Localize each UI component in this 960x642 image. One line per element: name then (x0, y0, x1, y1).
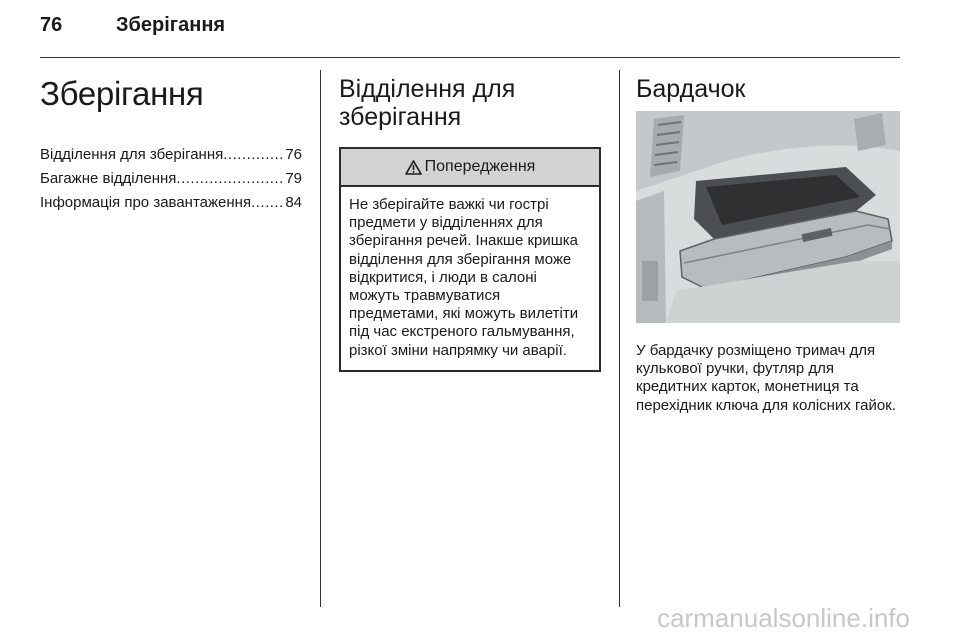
toc-entry-title: Відділення для зберігання (40, 146, 224, 163)
toc-leader (176, 167, 285, 191)
warning-title: Попередження (424, 158, 536, 175)
section-title-line2: зберігання (339, 103, 462, 131)
page-header (40, 14, 225, 37)
toc-leader (223, 143, 285, 167)
toc-entry[interactable] (40, 143, 302, 167)
warning-triangle-icon (405, 160, 422, 175)
section-title (339, 75, 601, 131)
toc-entry-page: 79 (285, 170, 302, 187)
warning-text: Не зберігайте важкі чи гострі предмети у відділеннях для зберігання речей. Інакше кришка відділення для зберігання може відкритися, і люди в салоні можуть травмуватися предметами, які можуть вилетіти під час екстреного гальмування, різкої зміни напрямку чи аварії. (349, 196, 579, 359)
column-storage-compartments (339, 75, 601, 372)
toc-entry[interactable] (40, 191, 302, 215)
glovebox-title: Бардачок (636, 75, 746, 103)
toc-entry-page: 84 (285, 194, 302, 211)
toc-entry-title: Багажне відділення (40, 170, 177, 187)
header-rule (40, 57, 900, 58)
toc-entry-title: Інформація про завантаження (40, 194, 252, 211)
section-title-line1: Відділення для (339, 75, 516, 103)
watermark: carmanualsonline.info (657, 603, 910, 633)
warning-header (341, 149, 599, 187)
column-glovebox (636, 75, 902, 415)
toc-leader (251, 191, 285, 215)
glovebox-illustration (636, 111, 900, 323)
column-divider (320, 70, 321, 607)
chapter-title: Зберігання (40, 75, 204, 112)
glovebox-description: У бардачку розміщено тримач для кулькової ручки, футляр для кредитних карток, монетниця та перехідник ключа для колісних гайок. (636, 342, 896, 414)
column-divider (619, 70, 620, 607)
running-section-title: Зберігання (116, 14, 226, 36)
toc-entry-page: 76 (285, 146, 302, 163)
column-toc (40, 75, 302, 215)
page-number: 76 (40, 14, 63, 36)
warning-box (339, 147, 601, 372)
toc-entry[interactable] (40, 167, 302, 191)
